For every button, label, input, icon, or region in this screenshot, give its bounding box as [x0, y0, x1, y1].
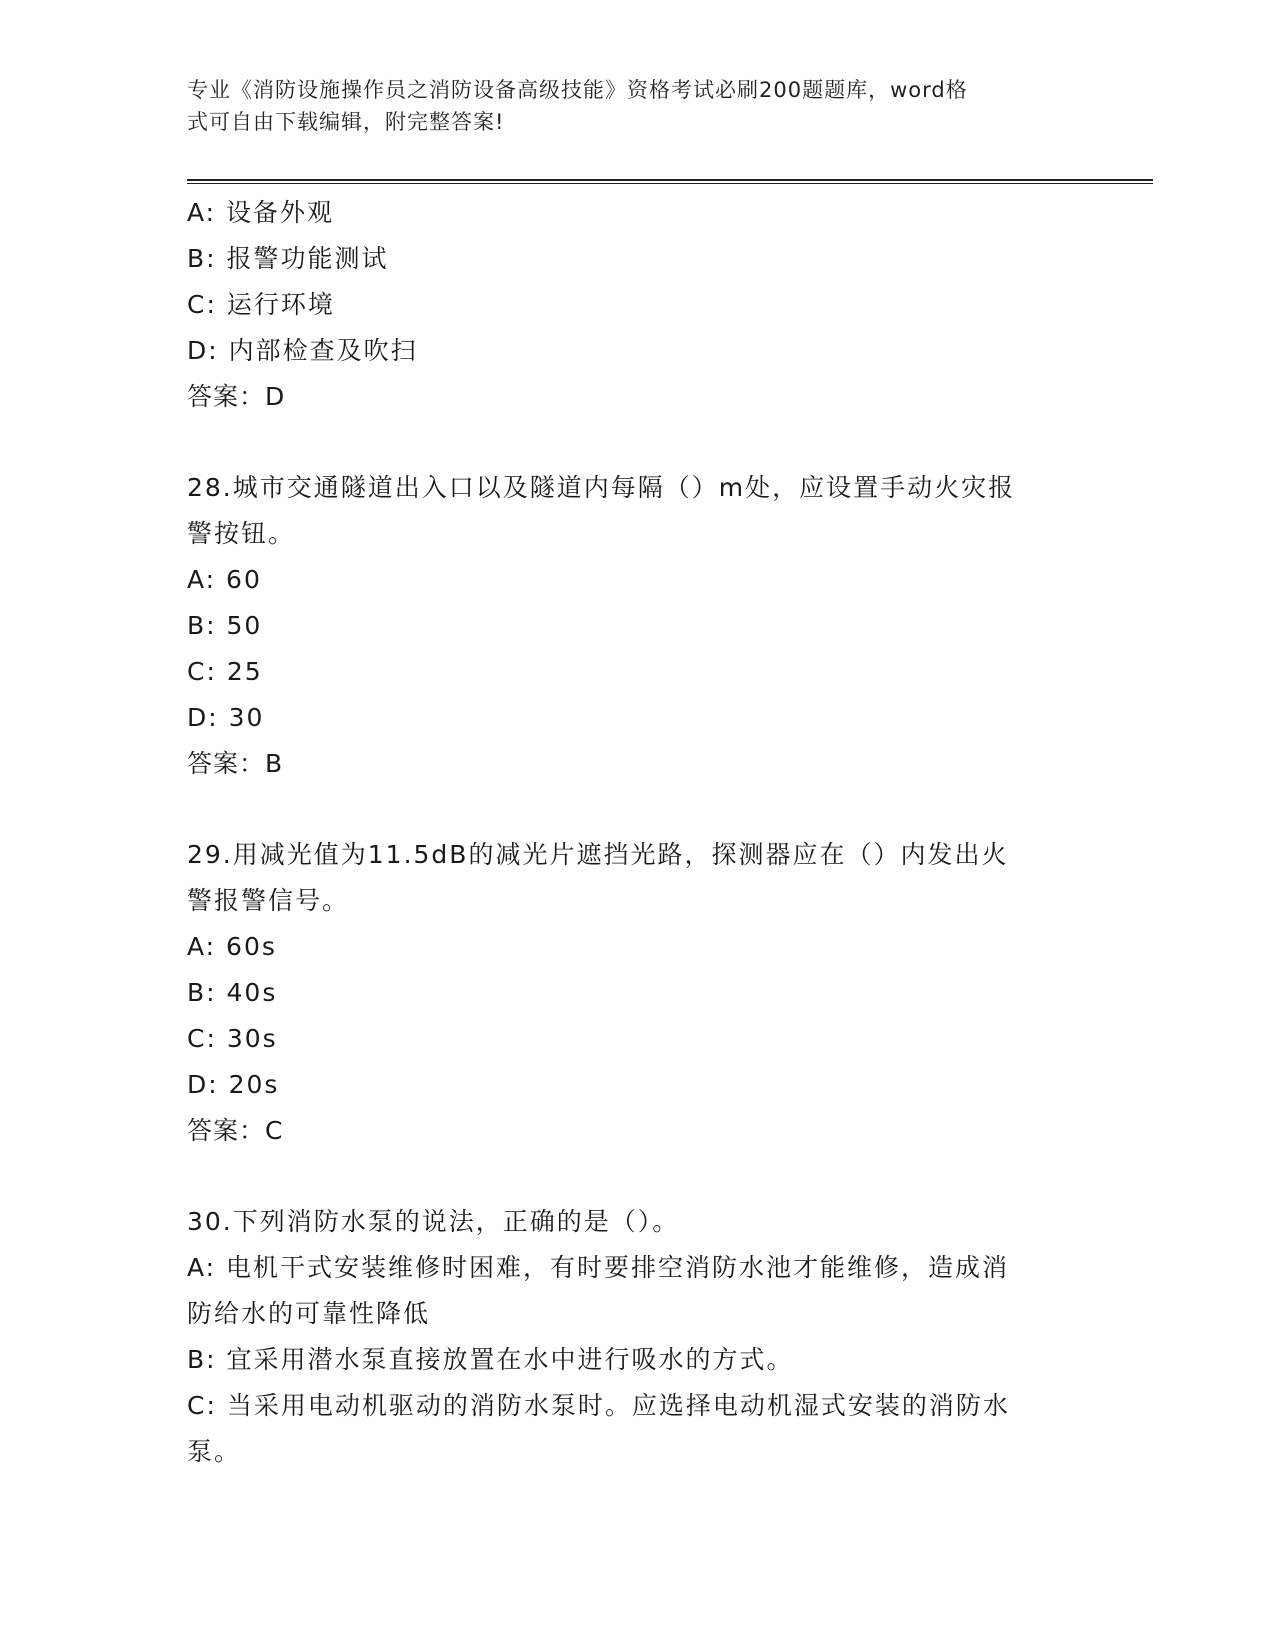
spacer	[187, 1154, 1087, 1199]
answer: 答案：C	[187, 1116, 284, 1145]
question-text-line-1: 29.用减光值为11.5dB的减光片遮挡光路，探测器应在（）内发出火	[187, 840, 1009, 869]
option-b: B: 50	[187, 611, 263, 640]
option-c: C: 25	[187, 657, 263, 686]
option-a-line-1: A: 电机干式安装维修时困难，有时要排空消防水池才能维修，造成消	[187, 1253, 1010, 1282]
option-c-line-2: 泵。	[187, 1437, 242, 1466]
question-28-block	[187, 465, 1087, 787]
question-text: 30.下列消防水泵的说法，正确的是（）。	[187, 1207, 680, 1236]
answer: 答案：D	[187, 382, 286, 411]
option-b: B: 40s	[187, 978, 278, 1007]
option-b: B: 报警功能测试	[187, 244, 389, 273]
question-content	[187, 190, 1087, 1475]
option-a: A: 设备外观	[187, 198, 335, 227]
question-text-line-2: 警报警信号。	[187, 886, 350, 915]
header-divider-top	[187, 179, 1153, 181]
option-b: B: 宜采用潜水泵直接放置在水中进行吸水的方式。	[187, 1345, 794, 1374]
question-27-block	[187, 190, 1087, 420]
header-divider-bottom	[187, 183, 1153, 184]
question-30-block	[187, 1199, 1087, 1475]
option-c: C: 30s	[187, 1024, 278, 1053]
option-a: A: 60s	[187, 932, 277, 961]
option-a-line-2: 防给水的可靠性降低	[187, 1299, 431, 1328]
spacer	[187, 787, 1087, 832]
option-d: D: 30	[187, 703, 265, 732]
spacer	[187, 420, 1087, 465]
option-c: C: 运行环境	[187, 290, 335, 319]
question-29-block	[187, 832, 1087, 1154]
option-d: D: 内部检查及吹扫	[187, 336, 418, 365]
header-line-1: 专业《消防设施操作员之消防设备高级技能》资格考试必刷200题题库，word格	[187, 78, 968, 102]
option-c-line-1: C: 当采用电动机驱动的消防水泵时。应选择电动机湿式安装的消防水	[187, 1391, 1010, 1420]
question-text-line-1: 28.城市交通隧道出入口以及隧道内每隔（）m处，应设置手动火灾报	[187, 473, 1016, 502]
answer: 答案：B	[187, 749, 284, 778]
header-line-2: 式可自由下载编辑，附完整答案!	[187, 110, 505, 134]
document-header	[187, 74, 1067, 138]
question-text-line-2: 警按钮。	[187, 519, 296, 548]
option-d: D: 20s	[187, 1070, 280, 1099]
option-a: A: 60	[187, 565, 262, 594]
